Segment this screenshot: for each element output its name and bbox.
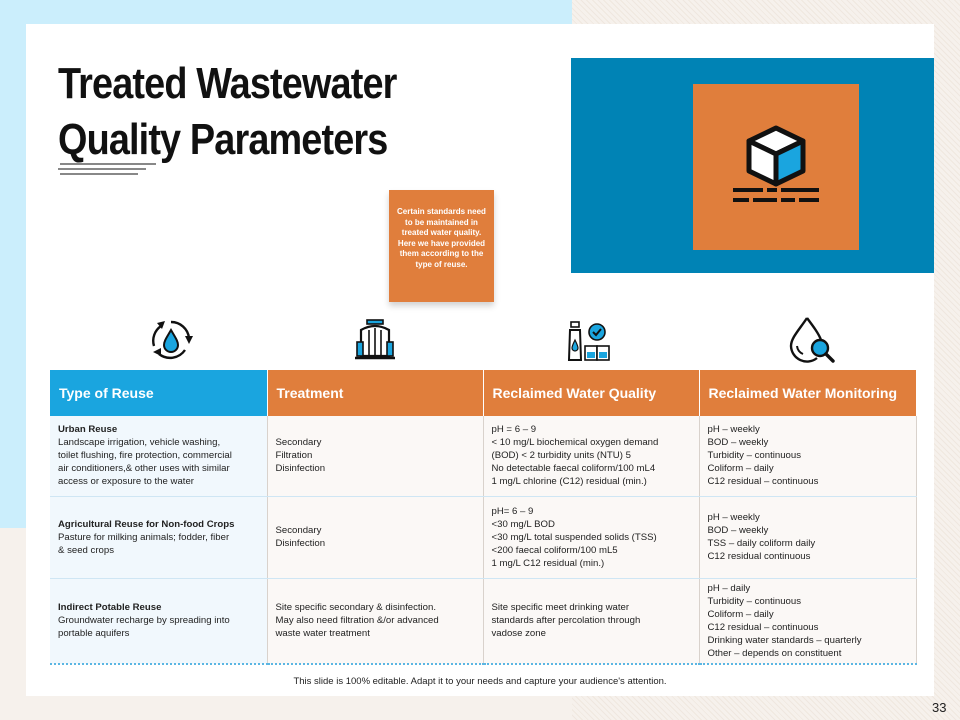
quality-line: No detectable faecal coliform/100 mL4 [491, 463, 656, 475]
title-line-1: Treated Wastewater [58, 59, 397, 108]
cell-water-monitoring [699, 578, 916, 664]
monitoring-line: C12 residual continuous [707, 551, 811, 562]
treatment-line: Filtration [275, 450, 313, 462]
cell-treatment [267, 416, 483, 496]
quality-line: pH= 6 – 9 [491, 505, 534, 517]
page-number: 33 [932, 700, 947, 715]
quality-line: <30 mg/L total suspended solids (TSS) [491, 531, 657, 543]
table-row [50, 416, 916, 496]
header-type-of-reuse: Type of Reuse [50, 370, 267, 416]
reuse-title: Agricultural Reuse for Non-food Crops [58, 518, 235, 530]
monitoring-line: Coliform – daily [707, 608, 774, 620]
cell-water-quality [483, 578, 699, 664]
parameters-table [50, 370, 917, 665]
cell-water-quality [483, 416, 699, 496]
table-row [50, 496, 916, 578]
title-line-2: Quality Parameters [58, 115, 388, 164]
quality-line: standards after percolation through [491, 615, 641, 627]
reuse-title: Indirect Potable Reuse [58, 602, 162, 614]
treatment-line: Site specific secondary & disinfection. [275, 602, 437, 614]
cube-box-icon [693, 84, 859, 250]
cell-type-of-reuse [50, 578, 267, 664]
treatment-line: waste water treatment [275, 628, 370, 640]
reuse-description: Pasture for milking animals; fodder, fiber [58, 531, 230, 543]
reuse-description: portable aquifers [58, 628, 130, 640]
title-underline-decoration [58, 162, 158, 182]
cell-type-of-reuse [50, 416, 267, 496]
cell-water-monitoring [699, 416, 916, 496]
quality-line: pH = 6 – 9 [491, 424, 537, 436]
hero-orange-block [693, 84, 859, 250]
cell-water-monitoring [699, 496, 916, 578]
quality-line: <30 mg/L BOD [491, 518, 555, 530]
monitoring-line: TSS – daily coliform daily [707, 538, 816, 549]
recycle-water-drop-icon [147, 316, 195, 364]
monitoring-line: Other – depends on constituent [707, 647, 842, 659]
treatment-line: Disinfection [275, 463, 326, 475]
footer-note: This slide is 100% editable. Adapt it to your needs and capture your audience's attention. [293, 676, 667, 687]
monitoring-line: Turbidity – continuous [707, 595, 802, 607]
quality-line: < 10 mg/L biochemical oxygen demand [491, 437, 659, 449]
quality-line: vadose zone [491, 628, 546, 640]
monitoring-line: BOD – weekly [707, 525, 769, 536]
water-bottle-check-icon [565, 318, 613, 366]
reuse-description: air conditioners,& other uses with similar [58, 463, 230, 475]
monitoring-line: C12 residual – continuous [707, 621, 819, 633]
reuse-description: Landscape irrigation, vehicle washing, [58, 437, 221, 449]
header-treatment: Treatment [267, 370, 483, 416]
slide-title [58, 56, 419, 168]
cell-treatment [267, 496, 483, 578]
cell-water-quality [483, 496, 699, 578]
table-row [50, 578, 916, 664]
monitoring-line: C12 residual – continuous [707, 476, 819, 488]
header-water-monitoring: Reclaimed Water Monitoring [699, 370, 916, 416]
reuse-description: access or exposure to the water [58, 476, 194, 488]
monitoring-line: Coliform – daily [707, 463, 774, 475]
quality-line: Site specific meet drinking water [491, 602, 630, 614]
treatment-line: Disinfection [275, 538, 326, 549]
reuse-description: & seed crops [58, 544, 114, 556]
monitoring-line: pH – daily [707, 582, 751, 594]
table-header-row [50, 370, 916, 416]
reuse-title: Urban Reuse [58, 424, 118, 436]
monitoring-line: pH – weekly [707, 512, 760, 523]
treatment-line: May also need filtration &/or advanced [275, 615, 439, 627]
monitoring-line: BOD – weekly [707, 437, 769, 449]
monitoring-line: Turbidity – continuous [707, 450, 802, 462]
reuse-description: Groundwater recharge by spreading into [58, 615, 230, 627]
treatment-line: Secondary [275, 437, 322, 449]
info-callout: Certain standards need to be maintained in treated water quality. Here we have provided them according to the type of reuse. [389, 190, 494, 302]
water-tank-icon [351, 316, 399, 364]
reuse-description: toilet flushing, fire protection, commercial [58, 450, 232, 462]
treatment-line: Secondary [275, 525, 322, 536]
quality-line: 1 mg/L C12 residual (min.) [491, 557, 605, 569]
header-water-quality: Reclaimed Water Quality [483, 370, 699, 416]
monitoring-line: pH – weekly [707, 424, 760, 436]
cell-treatment [267, 578, 483, 664]
cell-type-of-reuse [50, 496, 267, 578]
quality-line: (BOD) < 2 turbidity units (NTU) 5 [491, 450, 631, 462]
quality-line: <200 faecal coliform/100 mL5 [491, 544, 618, 556]
quality-line: 1 mg/L chlorine (C12) residual (min.) [491, 476, 647, 488]
monitoring-line: Drinking water standards – quarterly [707, 634, 862, 646]
water-drop-magnifier-icon [787, 316, 835, 364]
